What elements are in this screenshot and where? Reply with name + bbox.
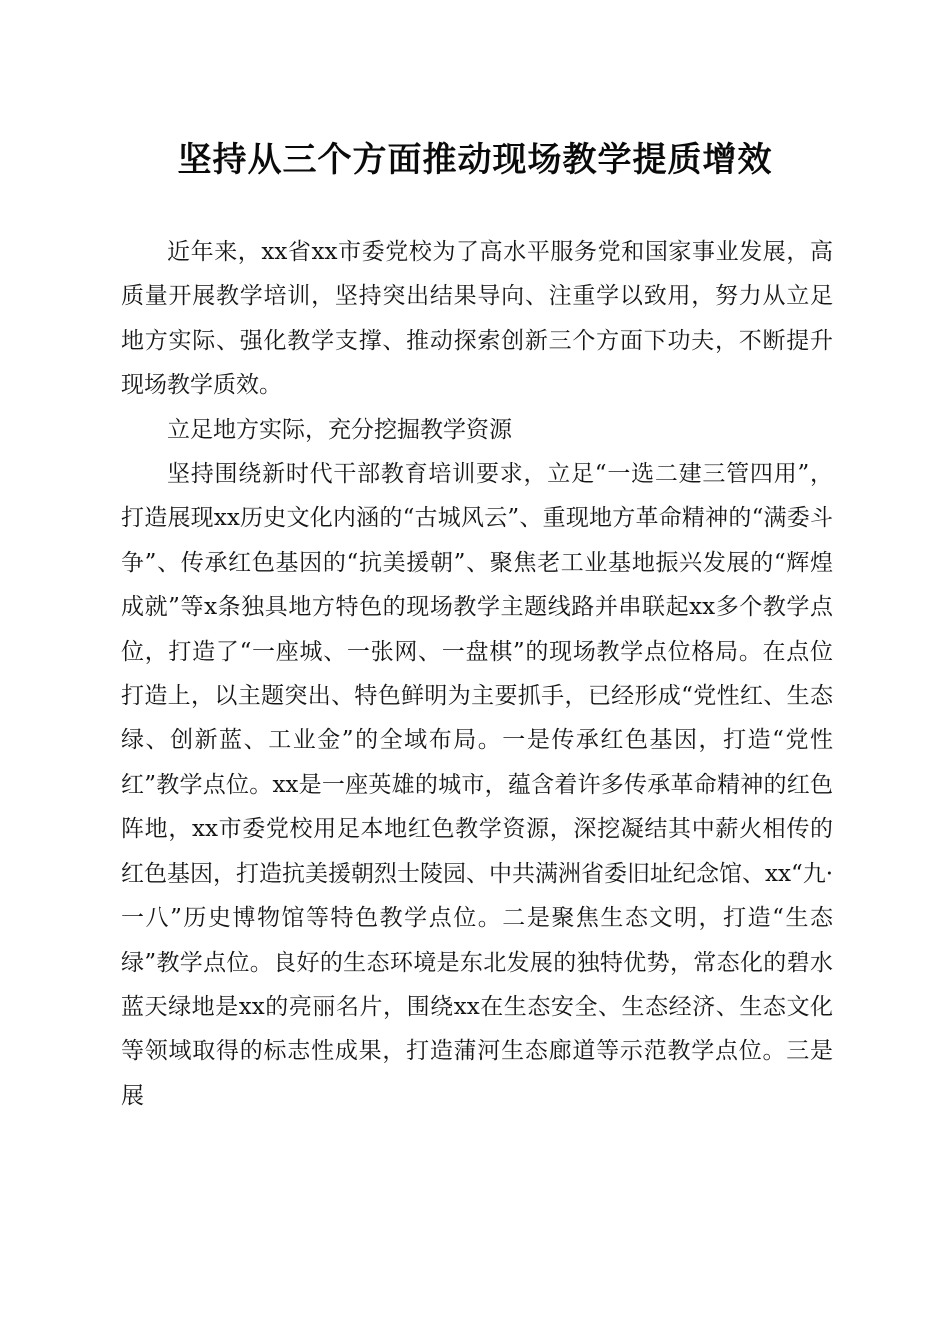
section-heading: 立足地方实际，充分挖掘教学资源 [167,416,512,443]
document-body [121,230,833,1118]
document-title: 坚持从三个方面推动现场教学提质增效 [177,140,773,180]
intro-paragraph: 近年来，xx省xx市委党校为了高水平服务党和国家事业发展，高质量开展教学培训，坚持突出结果导向、注重学以致用，努力从立足地方实际、强化教学支撑、推动探索创新三个方面下功夫，不断提升现场教学质效。 [121,239,833,399]
body-paragraph: 坚持围绕新时代干部教育培训要求，立足“一选二建三管四用”，打造展现xx历史文化内涵的“古城风云”、重现地方革命精神的“满委斗争”、传承红色基因的“抗美援朝”、聚焦老工业基地振兴发展的“辉煌成就”等x条独具地方特色的现场教学主题线路并串联起xx多个教学点位，打造了“一座城、一张网、一盘棋”的现场教学点位格局。在点位打造上，以主题突出、特色鲜明为主要抓手，已经形成“党性红、生态绿、创新蓝、工业金”的全域布局。一是传承红色基因，打造“党性红”教学点位。xx是一座英雄的城市，蕴含着许多传承革命精神的红色阵地，xx市委党校用足本地红色教学资源，深挖凝结其中薪火相传的红色基因，打造抗美援朝烈士陵园、中共满洲省委旧址纪念馆、xx“九·一八”历史博物馆等特色教学点位。二是聚焦生态文明，打造“生态绿”教学点位。良好的生态环境是东北发展的独特优势，常态化的碧水蓝天绿地是xx的亮丽名片，围绕xx在生态安全、生态经济、生态文化等领域取得的标志性成果，打造蒲河生态廊道等示范教学点位。三是展 [121,461,834,1109]
